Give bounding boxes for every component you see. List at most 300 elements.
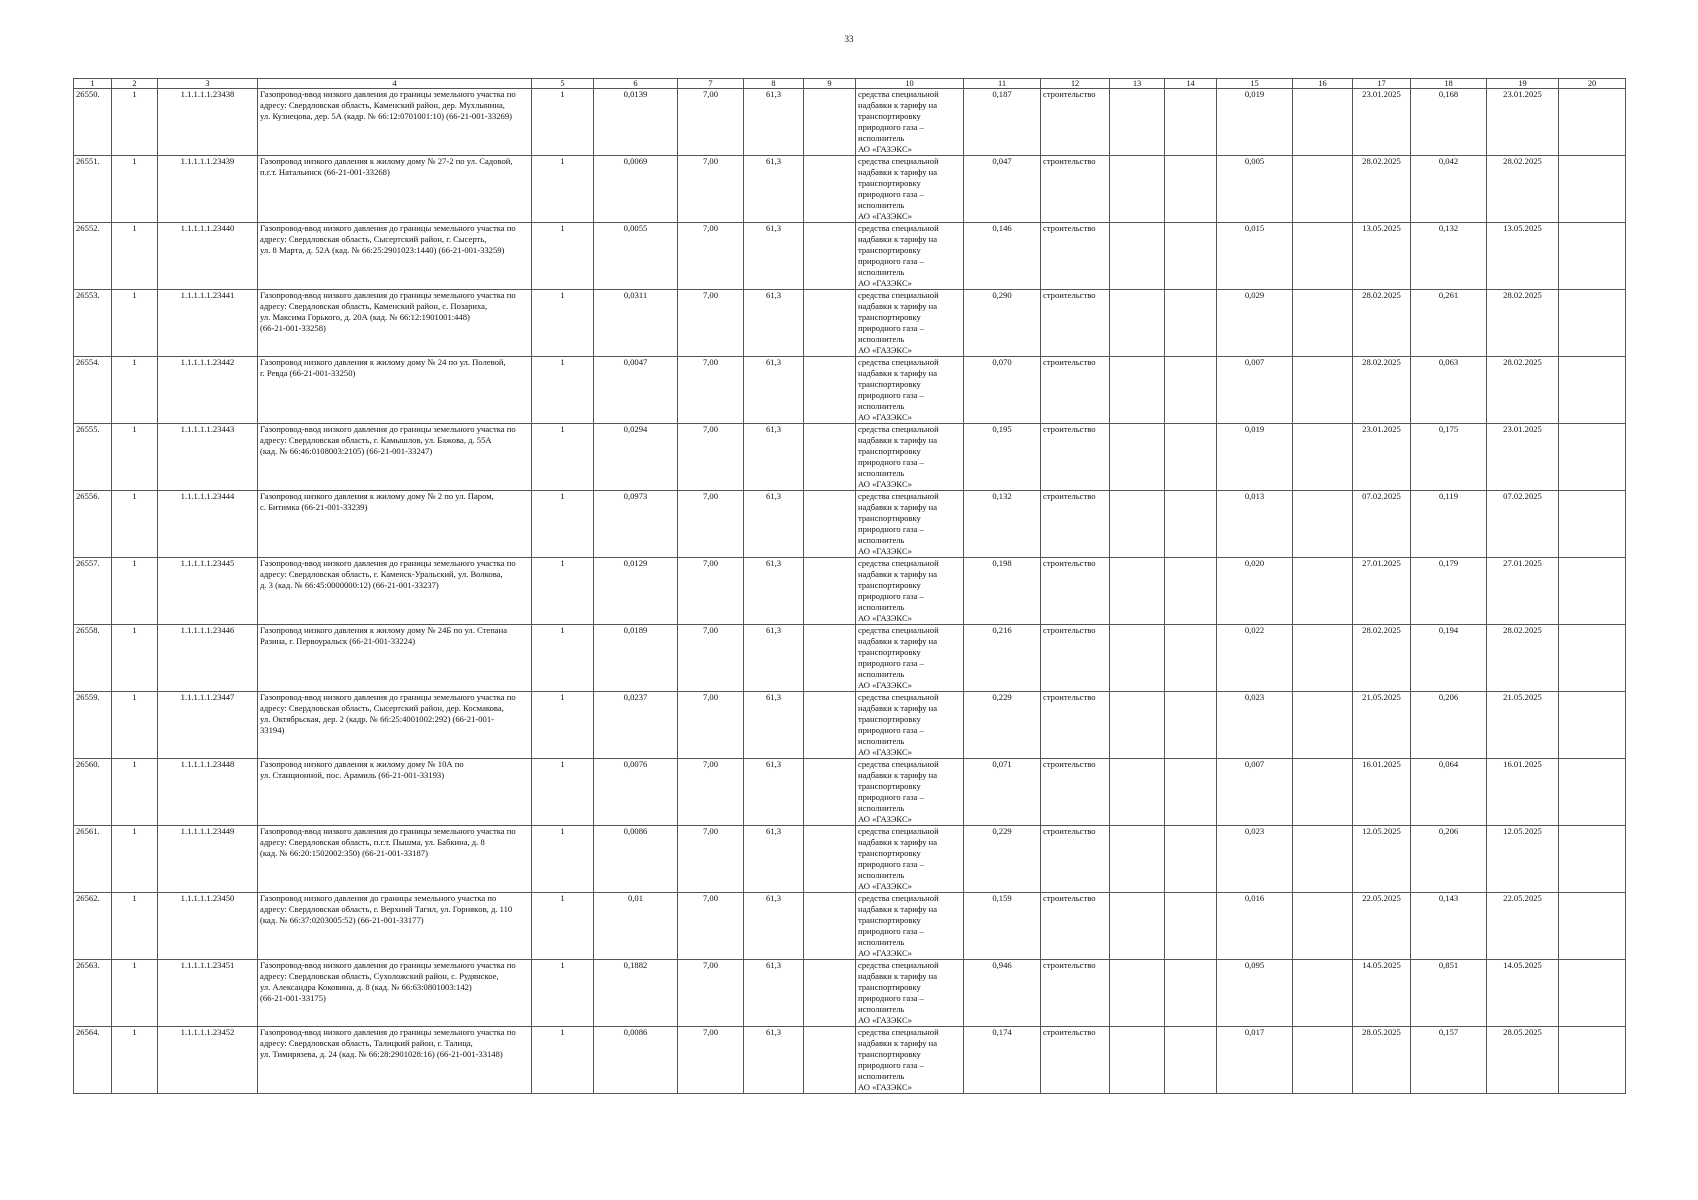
end-date-cell: 07.02.2025 [1487, 491, 1559, 558]
funding-source-cell: средства специальной надбавки к тарифу на транспортировку природного газа – исполнитель АО «ГАЗЭКС» [856, 558, 964, 625]
column-header: 5 [532, 79, 594, 89]
col6-cell: 0,01 [594, 893, 678, 960]
col8-cell: 61,3 [744, 759, 804, 826]
col8-cell: 61,3 [744, 491, 804, 558]
col2-cell: 1 [112, 1027, 158, 1094]
col8-cell: 61,3 [744, 223, 804, 290]
col6-cell: 0,0139 [594, 89, 678, 156]
start-date-cell: 21.05.2025 [1353, 692, 1411, 759]
table-row [74, 893, 1626, 960]
object-description-cell: Газопровод-ввод низкого давления до границы земельного участка по адресу: Свердловская область, Каменский район, с. Позариха, ул. Максима Горького, д. 20А (кад. № 66:12:1901001:448) (66-21-001-33258) [258, 290, 532, 357]
col18-cell: 0,179 [1411, 558, 1487, 625]
object-code-cell: 1.1.1.1.1.23444 [158, 491, 258, 558]
col11-cell: 0,070 [964, 357, 1041, 424]
col11-cell: 0,195 [964, 424, 1041, 491]
end-date-cell: 28.02.2025 [1487, 290, 1559, 357]
col6-cell: 0,0086 [594, 1027, 678, 1094]
work-type-cell: строительство [1041, 491, 1110, 558]
col8-cell: 61,3 [744, 424, 804, 491]
table-row [74, 692, 1626, 759]
end-date-cell: 28.02.2025 [1487, 625, 1559, 692]
object-description-cell: Газопровод низкого давления к жилому дому № 10А по ул. Станционной, пос. Арамиль (66-21-001-33193) [258, 759, 532, 826]
col15-cell: 0,015 [1217, 223, 1293, 290]
col2-cell: 1 [112, 89, 158, 156]
col5-cell: 1 [532, 223, 594, 290]
col18-cell: 0,206 [1411, 692, 1487, 759]
col20-cell [1559, 223, 1626, 290]
column-number-row [74, 79, 1626, 89]
data-table [73, 78, 1626, 1094]
start-date-cell: 16.01.2025 [1353, 759, 1411, 826]
end-date-cell: 14.05.2025 [1487, 960, 1559, 1027]
col18-cell: 0,851 [1411, 960, 1487, 1027]
col18-cell: 0,206 [1411, 826, 1487, 893]
end-date-cell: 13.05.2025 [1487, 223, 1559, 290]
col6-cell: 0,0189 [594, 625, 678, 692]
object-code-cell: 1.1.1.1.1.23451 [158, 960, 258, 1027]
row-number-cell: 26560. [74, 759, 112, 826]
col7-cell: 7,00 [678, 290, 744, 357]
funding-source-cell: средства специальной надбавки к тарифу на транспортировку природного газа – исполнитель АО «ГАЗЭКС» [856, 759, 964, 826]
end-date-cell: 21.05.2025 [1487, 692, 1559, 759]
column-header: 8 [744, 79, 804, 89]
funding-source-cell: средства специальной надбавки к тарифу на транспортировку природного газа – исполнитель АО «ГАЗЭКС» [856, 89, 964, 156]
col11-cell: 0,229 [964, 692, 1041, 759]
work-type-cell: строительство [1041, 692, 1110, 759]
object-description-cell: Газопровод низкого давления к жилому дому № 2 по ул. Паром, с. Битимка (66-21-001-33239) [258, 491, 532, 558]
col5-cell: 1 [532, 491, 594, 558]
col6-cell: 0,0076 [594, 759, 678, 826]
table-row [74, 1027, 1626, 1094]
col15-cell: 0,095 [1217, 960, 1293, 1027]
col9-cell [804, 692, 856, 759]
work-type-cell: строительство [1041, 223, 1110, 290]
funding-source-cell: средства специальной надбавки к тарифу на транспортировку природного газа – исполнитель АО «ГАЗЭКС» [856, 893, 964, 960]
col5-cell: 1 [532, 290, 594, 357]
object-description-cell: Газопровод-ввод низкого давления до границы земельного участка по адресу: Свердловская область, Сухоложский район, с. Рудянское, ул. Александра Коковина, д. 8 (кад. № 66:63:0801003:142) (66-21-001-33175) [258, 960, 532, 1027]
funding-source-cell: средства специальной надбавки к тарифу на транспортировку природного газа – исполнитель АО «ГАЗЭКС» [856, 826, 964, 893]
row-number-cell: 26562. [74, 893, 112, 960]
col18-cell: 0,175 [1411, 424, 1487, 491]
col13-cell [1110, 89, 1165, 156]
col6-cell: 0,0237 [594, 692, 678, 759]
col20-cell [1559, 893, 1626, 960]
col18-cell: 0,064 [1411, 759, 1487, 826]
column-header: 11 [964, 79, 1041, 89]
col5-cell: 1 [532, 625, 594, 692]
row-number-cell: 26553. [74, 290, 112, 357]
col14-cell [1165, 893, 1217, 960]
col6-cell: 0,0294 [594, 424, 678, 491]
col13-cell [1110, 223, 1165, 290]
object-code-cell: 1.1.1.1.1.23443 [158, 424, 258, 491]
col11-cell: 0,146 [964, 223, 1041, 290]
col8-cell: 61,3 [744, 826, 804, 893]
col5-cell: 1 [532, 89, 594, 156]
funding-source-cell: средства специальной надбавки к тарифу на транспортировку природного газа – исполнитель АО «ГАЗЭКС» [856, 1027, 964, 1094]
col18-cell: 0,042 [1411, 156, 1487, 223]
col16-cell [1293, 89, 1353, 156]
col14-cell [1165, 156, 1217, 223]
col15-cell: 0,013 [1217, 491, 1293, 558]
col18-cell: 0,132 [1411, 223, 1487, 290]
funding-source-cell: средства специальной надбавки к тарифу на транспортировку природного газа – исполнитель АО «ГАЗЭКС» [856, 692, 964, 759]
col20-cell [1559, 290, 1626, 357]
col14-cell [1165, 692, 1217, 759]
row-number-cell: 26552. [74, 223, 112, 290]
funding-source-cell: средства специальной надбавки к тарифу на транспортировку природного газа – исполнитель АО «ГАЗЭКС» [856, 491, 964, 558]
col8-cell: 61,3 [744, 558, 804, 625]
col6-cell: 0,0069 [594, 156, 678, 223]
col8-cell: 61,3 [744, 692, 804, 759]
col8-cell: 61,3 [744, 357, 804, 424]
col13-cell [1110, 491, 1165, 558]
col20-cell [1559, 625, 1626, 692]
col13-cell [1110, 625, 1165, 692]
col9-cell [804, 1027, 856, 1094]
end-date-cell: 23.01.2025 [1487, 89, 1559, 156]
row-number-cell: 26559. [74, 692, 112, 759]
col13-cell [1110, 424, 1165, 491]
row-number-cell: 26554. [74, 357, 112, 424]
object-description-cell: Газопровод-ввод низкого давления до границы земельного участка по адресу: Свердловская область, Талицкий район, г. Талица, ул. Тимирязева, д. 24 (кад. № 66:28:2901028:16) (66-21-001-33148) [258, 1027, 532, 1094]
end-date-cell: 22.05.2025 [1487, 893, 1559, 960]
col14-cell [1165, 625, 1217, 692]
funding-source-cell: средства специальной надбавки к тарифу на транспортировку природного газа – исполнитель АО «ГАЗЭКС» [856, 156, 964, 223]
col14-cell [1165, 223, 1217, 290]
col11-cell: 0,187 [964, 89, 1041, 156]
column-header: 18 [1411, 79, 1487, 89]
col11-cell: 0,216 [964, 625, 1041, 692]
object-code-cell: 1.1.1.1.1.23448 [158, 759, 258, 826]
col7-cell: 7,00 [678, 960, 744, 1027]
col2-cell: 1 [112, 424, 158, 491]
work-type-cell: строительство [1041, 960, 1110, 1027]
col16-cell [1293, 625, 1353, 692]
col7-cell: 7,00 [678, 156, 744, 223]
table-body [74, 89, 1626, 1094]
col11-cell: 0,198 [964, 558, 1041, 625]
col2-cell: 1 [112, 692, 158, 759]
end-date-cell: 28.02.2025 [1487, 357, 1559, 424]
col9-cell [804, 893, 856, 960]
col9-cell [804, 759, 856, 826]
col20-cell [1559, 1027, 1626, 1094]
object-description-cell: Газопровод-ввод низкого давления до границы земельного участка по адресу: Свердловская область, п.г.т. Пышма, ул. Бабкина, д. 8 (кад. № 66:20:1502002:350) (66-21-001-33187) [258, 826, 532, 893]
col20-cell [1559, 759, 1626, 826]
col13-cell [1110, 1027, 1165, 1094]
row-number-cell: 26563. [74, 960, 112, 1027]
col8-cell: 61,3 [744, 960, 804, 1027]
col11-cell: 0,946 [964, 960, 1041, 1027]
col15-cell: 0,019 [1217, 89, 1293, 156]
col14-cell [1165, 89, 1217, 156]
row-number-cell: 26561. [74, 826, 112, 893]
object-description-cell: Газопровод-ввод низкого давления до границы земельного участка по адресу: Свердловская область, Каменский район, дер. Мухлынина, ул. Кузнецова, дер. 5А (кадр. № 66:12:0701001:10) (66-21-001-33269) [258, 89, 532, 156]
col13-cell [1110, 759, 1165, 826]
column-header: 15 [1217, 79, 1293, 89]
column-header: 14 [1165, 79, 1217, 89]
column-header: 17 [1353, 79, 1411, 89]
col11-cell: 0,071 [964, 759, 1041, 826]
col13-cell [1110, 558, 1165, 625]
col15-cell: 0,022 [1217, 625, 1293, 692]
row-number-cell: 26556. [74, 491, 112, 558]
start-date-cell: 28.02.2025 [1353, 156, 1411, 223]
col20-cell [1559, 357, 1626, 424]
object-description-cell: Газопровод низкого давления к жилому дому № 24 по ул. Полевой, г. Ревда (66-21-001-33250) [258, 357, 532, 424]
col14-cell [1165, 1027, 1217, 1094]
col2-cell: 1 [112, 558, 158, 625]
col16-cell [1293, 424, 1353, 491]
col18-cell: 0,143 [1411, 893, 1487, 960]
col16-cell [1293, 759, 1353, 826]
col14-cell [1165, 290, 1217, 357]
col14-cell [1165, 424, 1217, 491]
col15-cell: 0,029 [1217, 290, 1293, 357]
col15-cell: 0,005 [1217, 156, 1293, 223]
col5-cell: 1 [532, 357, 594, 424]
col20-cell [1559, 156, 1626, 223]
col13-cell [1110, 893, 1165, 960]
column-header: 7 [678, 79, 744, 89]
col9-cell [804, 223, 856, 290]
col7-cell: 7,00 [678, 759, 744, 826]
work-type-cell: строительство [1041, 1027, 1110, 1094]
column-header: 1 [74, 79, 112, 89]
col16-cell [1293, 491, 1353, 558]
work-type-cell: строительство [1041, 357, 1110, 424]
work-type-cell: строительство [1041, 625, 1110, 692]
object-code-cell: 1.1.1.1.1.23449 [158, 826, 258, 893]
work-type-cell: строительство [1041, 558, 1110, 625]
row-number-cell: 26550. [74, 89, 112, 156]
col11-cell: 0,132 [964, 491, 1041, 558]
column-header: 19 [1487, 79, 1559, 89]
col7-cell: 7,00 [678, 826, 744, 893]
col7-cell: 7,00 [678, 692, 744, 759]
col6-cell: 0,0311 [594, 290, 678, 357]
col8-cell: 61,3 [744, 89, 804, 156]
col13-cell [1110, 692, 1165, 759]
row-number-cell: 26564. [74, 1027, 112, 1094]
table-row [74, 960, 1626, 1027]
column-header: 20 [1559, 79, 1626, 89]
funding-source-cell: средства специальной надбавки к тарифу на транспортировку природного газа – исполнитель АО «ГАЗЭКС» [856, 625, 964, 692]
table-row [74, 156, 1626, 223]
row-number-cell: 26551. [74, 156, 112, 223]
work-type-cell: строительство [1041, 89, 1110, 156]
object-code-cell: 1.1.1.1.1.23441 [158, 290, 258, 357]
col16-cell [1293, 826, 1353, 893]
col6-cell: 0,0129 [594, 558, 678, 625]
col7-cell: 7,00 [678, 424, 744, 491]
col7-cell: 7,00 [678, 357, 744, 424]
object-description-cell: Газопровод-ввод низкого давления до границы земельного участка по адресу: Свердловская область, Сысертский район, г. Сысерть, ул. 8 Марта, д. 52А (кад. № 66:25:2901023:1440) (66-21-001-33259) [258, 223, 532, 290]
col20-cell [1559, 89, 1626, 156]
object-code-cell: 1.1.1.1.1.23442 [158, 357, 258, 424]
col2-cell: 1 [112, 491, 158, 558]
col14-cell [1165, 759, 1217, 826]
table-row [74, 357, 1626, 424]
work-type-cell: строительство [1041, 156, 1110, 223]
col13-cell [1110, 960, 1165, 1027]
col14-cell [1165, 826, 1217, 893]
funding-source-cell: средства специальной надбавки к тарифу на транспортировку природного газа – исполнитель АО «ГАЗЭКС» [856, 290, 964, 357]
col20-cell [1559, 960, 1626, 1027]
col6-cell: 0,0047 [594, 357, 678, 424]
column-header: 12 [1041, 79, 1110, 89]
start-date-cell: 28.02.2025 [1353, 357, 1411, 424]
col11-cell: 0,047 [964, 156, 1041, 223]
col5-cell: 1 [532, 960, 594, 1027]
start-date-cell: 27.01.2025 [1353, 558, 1411, 625]
col6-cell: 0,0055 [594, 223, 678, 290]
end-date-cell: 16.01.2025 [1487, 759, 1559, 826]
col5-cell: 1 [532, 1027, 594, 1094]
col14-cell [1165, 558, 1217, 625]
col18-cell: 0,261 [1411, 290, 1487, 357]
col9-cell [804, 424, 856, 491]
table-row [74, 625, 1626, 692]
col20-cell [1559, 424, 1626, 491]
page-number: 33 [844, 34, 854, 44]
column-header: 4 [258, 79, 532, 89]
col7-cell: 7,00 [678, 625, 744, 692]
col9-cell [804, 826, 856, 893]
col7-cell: 7,00 [678, 223, 744, 290]
col9-cell [804, 960, 856, 1027]
start-date-cell: 14.05.2025 [1353, 960, 1411, 1027]
end-date-cell: 23.01.2025 [1487, 424, 1559, 491]
col7-cell: 7,00 [678, 491, 744, 558]
funding-source-cell: средства специальной надбавки к тарифу на транспортировку природного газа – исполнитель АО «ГАЗЭКС» [856, 960, 964, 1027]
col5-cell: 1 [532, 893, 594, 960]
col14-cell [1165, 960, 1217, 1027]
col14-cell [1165, 491, 1217, 558]
col16-cell [1293, 692, 1353, 759]
end-date-cell: 28.05.2025 [1487, 1027, 1559, 1094]
col2-cell: 1 [112, 156, 158, 223]
col18-cell: 0,194 [1411, 625, 1487, 692]
column-header: 10 [856, 79, 964, 89]
col20-cell [1559, 826, 1626, 893]
col5-cell: 1 [532, 692, 594, 759]
col13-cell [1110, 290, 1165, 357]
object-description-cell: Газопровод низкого давления до границы земельного участка по адресу: Свердловская область, г. Верхний Тагил, ул. Горнякoв, д. 110 (кад. № 66:37:0203005:52) (66-21-001-33177) [258, 893, 532, 960]
column-header: 9 [804, 79, 856, 89]
object-code-cell: 1.1.1.1.1.23452 [158, 1027, 258, 1094]
row-number-cell: 26557. [74, 558, 112, 625]
start-date-cell: 07.02.2025 [1353, 491, 1411, 558]
end-date-cell: 27.01.2025 [1487, 558, 1559, 625]
row-number-cell: 26555. [74, 424, 112, 491]
col13-cell [1110, 156, 1165, 223]
col9-cell [804, 290, 856, 357]
table-row [74, 491, 1626, 558]
col7-cell: 7,00 [678, 558, 744, 625]
funding-source-cell: средства специальной надбавки к тарифу на транспортировку природного газа – исполнитель АО «ГАЗЭКС» [856, 357, 964, 424]
object-description-cell: Газопровод-ввод низкого давления до границы земельного участка по адресу: Свердловская область, г. Камышлов, ул. Бажова, д. 55А (кад. № 66:46:0108003:2105) (66-21-001-33247) [258, 424, 532, 491]
col15-cell: 0,016 [1217, 893, 1293, 960]
column-header: 3 [158, 79, 258, 89]
col8-cell: 61,3 [744, 290, 804, 357]
work-type-cell: строительство [1041, 826, 1110, 893]
object-description-cell: Газопровод-ввод низкого давления до границы земельного участка по адресу: Свердловская область, Сысертский район, дер. Космакова, ул. Октябрьская, дер. 2 (кадр. № 66:25:4001002:292) (66-21-001- 33194) [258, 692, 532, 759]
col11-cell: 0,174 [964, 1027, 1041, 1094]
col9-cell [804, 558, 856, 625]
col16-cell [1293, 1027, 1353, 1094]
col5-cell: 1 [532, 826, 594, 893]
col9-cell [804, 156, 856, 223]
col8-cell: 61,3 [744, 1027, 804, 1094]
table-row [74, 759, 1626, 826]
col18-cell: 0,168 [1411, 89, 1487, 156]
col8-cell: 61,3 [744, 156, 804, 223]
col7-cell: 7,00 [678, 89, 744, 156]
col20-cell [1559, 491, 1626, 558]
start-date-cell: 13.05.2025 [1353, 223, 1411, 290]
col16-cell [1293, 290, 1353, 357]
col16-cell [1293, 223, 1353, 290]
object-description-cell: Газопровод низкого давления к жилому дому № 24Б по ул. Степана Разина, г. Первоуральск (66-21-001-33224) [258, 625, 532, 692]
end-date-cell: 12.05.2025 [1487, 826, 1559, 893]
object-code-cell: 1.1.1.1.1.23446 [158, 625, 258, 692]
column-header: 2 [112, 79, 158, 89]
col13-cell [1110, 826, 1165, 893]
object-code-cell: 1.1.1.1.1.23445 [158, 558, 258, 625]
col5-cell: 1 [532, 558, 594, 625]
column-header: 6 [594, 79, 678, 89]
table-row [74, 424, 1626, 491]
col15-cell: 0,007 [1217, 759, 1293, 826]
col2-cell: 1 [112, 290, 158, 357]
column-header: 13 [1110, 79, 1165, 89]
table-row [74, 223, 1626, 290]
col8-cell: 61,3 [744, 893, 804, 960]
col7-cell: 7,00 [678, 893, 744, 960]
object-description-cell: Газопровод низкого давления к жилому дому № 27-2 по ул. Садовой, п.г.т. Натальинск (66-21-001-33268) [258, 156, 532, 223]
col16-cell [1293, 893, 1353, 960]
col14-cell [1165, 357, 1217, 424]
col16-cell [1293, 156, 1353, 223]
col9-cell [804, 491, 856, 558]
col15-cell: 0,019 [1217, 424, 1293, 491]
work-type-cell: строительство [1041, 893, 1110, 960]
object-code-cell: 1.1.1.1.1.23450 [158, 893, 258, 960]
table-row [74, 826, 1626, 893]
col11-cell: 0,290 [964, 290, 1041, 357]
col6-cell: 0,0086 [594, 826, 678, 893]
col2-cell: 1 [112, 223, 158, 290]
col9-cell [804, 357, 856, 424]
col6-cell: 0,0973 [594, 491, 678, 558]
object-code-cell: 1.1.1.1.1.23440 [158, 223, 258, 290]
col11-cell: 0,229 [964, 826, 1041, 893]
end-date-cell: 28.02.2025 [1487, 156, 1559, 223]
col2-cell: 1 [112, 625, 158, 692]
col2-cell: 1 [112, 357, 158, 424]
work-type-cell: строительство [1041, 290, 1110, 357]
col15-cell: 0,020 [1217, 558, 1293, 625]
col18-cell: 0,157 [1411, 1027, 1487, 1094]
col8-cell: 61,3 [744, 625, 804, 692]
col15-cell: 0,017 [1217, 1027, 1293, 1094]
col15-cell: 0,007 [1217, 357, 1293, 424]
object-code-cell: 1.1.1.1.1.23438 [158, 89, 258, 156]
col16-cell [1293, 960, 1353, 1027]
funding-source-cell: средства специальной надбавки к тарифу на транспортировку природного газа – исполнитель АО «ГАЗЭКС» [856, 424, 964, 491]
